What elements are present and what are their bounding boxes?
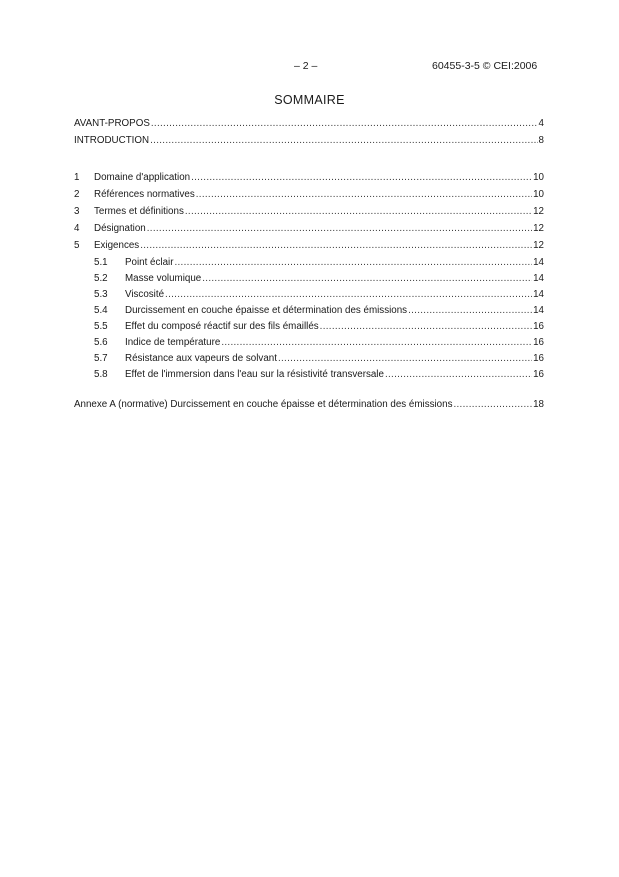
toc-entry-section-4[interactable] — [74, 222, 544, 236]
toc-entry-number: 5.3 — [94, 289, 108, 300]
toc-entry-text: Domaine d'application — [94, 172, 191, 183]
toc-entry-number: 5.5 — [94, 321, 108, 332]
toc-entry-text: Références normatives — [94, 189, 195, 200]
toc-entry-number: 5.4 — [94, 305, 108, 316]
toc-leader-dots — [202, 272, 532, 286]
toc-entry-number: 3 — [74, 206, 80, 217]
toc-leader-dots — [191, 171, 532, 185]
toc-entry-text: Effet du composé réactif sur des fils émaillés — [125, 321, 319, 332]
toc-leader-dots — [140, 239, 532, 253]
toc-entry-page: 14 — [533, 273, 544, 284]
toc-entry-section-2[interactable] — [74, 188, 544, 202]
toc-entry-introduction[interactable] — [74, 134, 544, 148]
toc-entry-page: 10 — [533, 189, 544, 200]
toc-leader-dots — [278, 352, 532, 366]
toc-entry-text: Viscosité — [125, 289, 165, 300]
toc-leader-dots — [150, 134, 537, 148]
toc-entry-page: 16 — [533, 353, 544, 364]
toc-entry-section-5-1[interactable] — [74, 256, 544, 270]
toc-entry-page: 14 — [533, 305, 544, 316]
toc-entry-text: AVANT-PROPOS — [74, 118, 150, 129]
toc-entry-number: 5 — [74, 240, 80, 251]
toc-entry-text: Masse volumique — [125, 273, 202, 284]
toc-entry-text: Effet de l'immersion dans l'eau sur la résistivité transversale — [125, 369, 384, 380]
toc-entry-number: 2 — [74, 189, 80, 200]
toc-entry-page: 18 — [533, 399, 544, 410]
toc-entry-page: 14 — [533, 289, 544, 300]
toc-entry-number: 5.1 — [94, 257, 108, 268]
toc-entry-text: Résistance aux vapeurs de solvant — [125, 353, 277, 364]
toc-entry-avant-propos[interactable] — [74, 117, 544, 131]
toc-leader-dots — [320, 320, 532, 334]
toc-entry-text: Annexe A (normative) Durcissement en couche épaisse et détermination des émissions — [74, 399, 453, 410]
page-number: – 2 – — [294, 60, 318, 72]
toc-entry-page: 12 — [533, 240, 544, 251]
toc-entry-page: 16 — [533, 369, 544, 380]
toc-entry-page: 10 — [533, 172, 544, 183]
toc-entry-page: 16 — [533, 337, 544, 348]
toc-entry-number: 1 — [74, 172, 80, 183]
toc-leader-dots — [147, 222, 532, 236]
toc-entry-page: 16 — [533, 321, 544, 332]
toc-entry-text: Indice de température — [125, 337, 221, 348]
toc-entry-text: Exigences — [94, 240, 140, 251]
toc-entry-section-5-2[interactable] — [74, 272, 544, 286]
toc-entry-section-3[interactable] — [74, 205, 544, 219]
toc-entry-annex-a[interactable] — [74, 398, 544, 412]
toc-entry-page: 12 — [533, 223, 544, 234]
toc-entry-number: 5.8 — [94, 369, 108, 380]
toc-entry-number: 5.2 — [94, 273, 108, 284]
toc-leader-dots — [185, 205, 532, 219]
toc-entry-section-5-6[interactable] — [74, 336, 544, 350]
toc-leader-dots — [196, 188, 532, 202]
toc-entry-page: 12 — [533, 206, 544, 217]
toc-entry-section-5-4[interactable] — [74, 304, 544, 318]
toc-leader-dots — [385, 368, 532, 382]
toc-entry-page: 4 — [538, 118, 544, 129]
toc-leader-dots — [151, 117, 538, 131]
toc-leader-dots — [408, 304, 532, 318]
toc-entry-text: Désignation — [94, 223, 146, 234]
toc-entry-text: INTRODUCTION — [74, 135, 150, 146]
toc-leader-dots — [453, 398, 532, 412]
toc-entry-number: 5.6 — [94, 337, 108, 348]
toc-entry-text: Termes et définitions — [94, 206, 184, 217]
toc-entry-number: 4 — [74, 223, 80, 234]
toc-entry-section-5-8[interactable] — [74, 368, 544, 382]
toc-entry-section-5-5[interactable] — [74, 320, 544, 334]
toc-entry-text: Point éclair — [125, 257, 174, 268]
toc-entry-text: Durcissement en couche épaisse et détermination des émissions — [125, 305, 408, 316]
toc-entry-section-5[interactable] — [74, 239, 544, 253]
toc-entry-page: 14 — [533, 257, 544, 268]
toc-entry-section-5-7[interactable] — [74, 352, 544, 366]
toc-entry-number: 5.7 — [94, 353, 108, 364]
toc-leader-dots — [174, 256, 532, 270]
toc-leader-dots — [165, 288, 532, 302]
toc-leader-dots — [221, 336, 532, 350]
page-title: SOMMAIRE — [274, 93, 345, 107]
toc-entry-section-5-3[interactable] — [74, 288, 544, 302]
toc-entry-page: 8 — [538, 135, 544, 146]
toc-entry-section-1[interactable] — [74, 171, 544, 185]
document-reference: 60455-3-5 © CEI:2006 — [432, 60, 538, 72]
